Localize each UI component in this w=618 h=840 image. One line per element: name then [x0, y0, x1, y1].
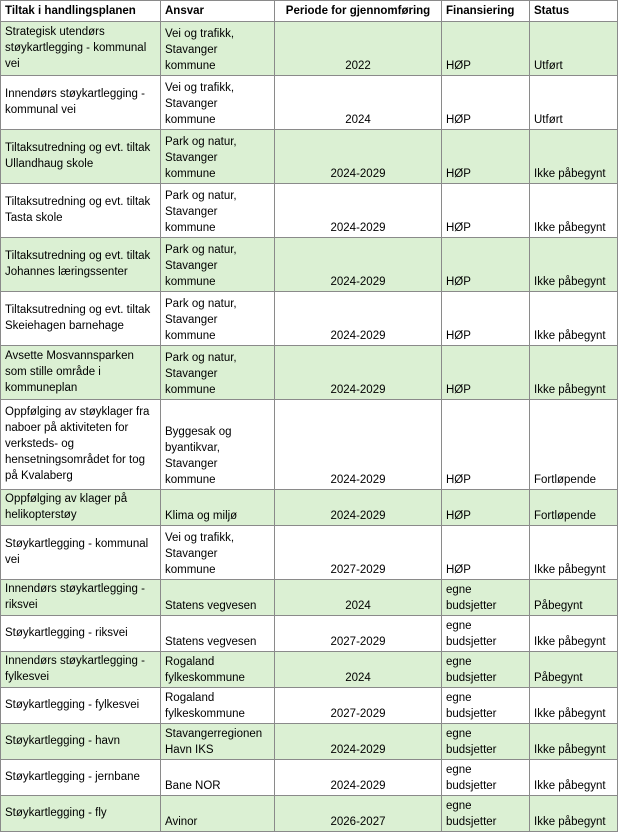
header-finansiering: Finansiering: [442, 1, 530, 22]
table-row: [1, 400, 618, 490]
table-row: [1, 184, 618, 238]
cell-tiltak: Støykartlegging - kommunal vei: [1, 526, 161, 580]
cell-periode: 2024-2029: [275, 724, 442, 760]
table-row: [1, 76, 618, 130]
cell-status: Påbegynt: [530, 580, 618, 616]
cell-tiltak: Støykartlegging - fylkesvei: [1, 688, 161, 724]
cell-periode: 2027-2029: [275, 616, 442, 652]
cell-finansiering: HØP: [442, 526, 530, 580]
cell-status: Ikke påbegynt: [530, 346, 618, 400]
cell-status: Påbegynt: [530, 652, 618, 688]
cell-tiltak: Tiltaksutredning og evt. tiltak Johannes læringssenter: [1, 238, 161, 292]
cell-finansiering: egne budsjetter: [442, 652, 530, 688]
cell-ansvar: Stavangerregionen Havn IKS: [161, 724, 275, 760]
cell-status: Fortløpende: [530, 490, 618, 526]
cell-periode: 2024: [275, 580, 442, 616]
cell-periode: 2024-2029: [275, 400, 442, 490]
table-body: [1, 22, 618, 832]
cell-periode: 2024-2029: [275, 238, 442, 292]
cell-periode: 2027-2029: [275, 526, 442, 580]
cell-tiltak: Avsette Mosvannsparken som stille område i kommuneplan: [1, 346, 161, 400]
table-header-row: [1, 1, 618, 22]
cell-ansvar: Avinor: [161, 796, 275, 832]
header-ansvar: Ansvar: [161, 1, 275, 22]
cell-periode: 2027-2029: [275, 688, 442, 724]
cell-tiltak: Tiltaksutredning og evt. tiltak Skeiehagen barnehage: [1, 292, 161, 346]
cell-finansiering: HØP: [442, 22, 530, 76]
cell-tiltak: Støykartlegging - riksvei: [1, 616, 161, 652]
cell-tiltak: Innendørs støykartlegging - riksvei: [1, 580, 161, 616]
cell-ansvar: Rogaland fylkeskommune: [161, 688, 275, 724]
cell-finansiering: egne budsjetter: [442, 688, 530, 724]
cell-status: Ikke påbegynt: [530, 796, 618, 832]
cell-ansvar: Park og natur, Stavanger kommune: [161, 184, 275, 238]
table-row: [1, 292, 618, 346]
header-status: Status: [530, 1, 618, 22]
cell-status: Ikke påbegynt: [530, 526, 618, 580]
cell-tiltak: Støykartlegging - havn: [1, 724, 161, 760]
cell-status: Ikke påbegynt: [530, 724, 618, 760]
cell-tiltak: Støykartlegging - fly: [1, 796, 161, 832]
cell-tiltak: Innendørs støykartlegging - kommunal vei: [1, 76, 161, 130]
cell-periode: 2024-2029: [275, 346, 442, 400]
cell-status: Fortløpende: [530, 400, 618, 490]
cell-finansiering: egne budsjetter: [442, 724, 530, 760]
header-periode: Periode for gjennomføring: [275, 1, 442, 22]
cell-tiltak: Støykartlegging - jernbane: [1, 760, 161, 796]
cell-tiltak: Tiltaksutredning og evt. tiltak Tasta skole: [1, 184, 161, 238]
cell-status: Ikke påbegynt: [530, 688, 618, 724]
cell-tiltak: Tiltaksutredning og evt. tiltak Ullandhaug skole: [1, 130, 161, 184]
cell-periode: 2024-2029: [275, 130, 442, 184]
cell-ansvar: Vei og trafikk, Stavanger kommune: [161, 526, 275, 580]
table-row: [1, 490, 618, 526]
table-row: [1, 796, 618, 832]
cell-finansiering: HØP: [442, 400, 530, 490]
cell-periode: 2024-2029: [275, 760, 442, 796]
cell-status: Ikke påbegynt: [530, 760, 618, 796]
cell-ansvar: Vei og trafikk, Stavanger kommune: [161, 22, 275, 76]
cell-status: Ikke påbegynt: [530, 130, 618, 184]
cell-ansvar: Byggesak og byantikvar, Stavanger kommune: [161, 400, 275, 490]
cell-ansvar: Bane NOR: [161, 760, 275, 796]
table-row: [1, 760, 618, 796]
cell-ansvar: Park og natur, Stavanger kommune: [161, 292, 275, 346]
cell-finansiering: HØP: [442, 292, 530, 346]
table-row: [1, 580, 618, 616]
cell-tiltak: Innendørs støykartlegging - fylkesvei: [1, 652, 161, 688]
cell-finansiering: egne budsjetter: [442, 616, 530, 652]
table-row: [1, 724, 618, 760]
cell-finansiering: egne budsjetter: [442, 796, 530, 832]
cell-ansvar: Rogaland fylkeskommune: [161, 652, 275, 688]
cell-ansvar: Statens vegvesen: [161, 580, 275, 616]
cell-tiltak: Strategisk utendørs støykartlegging - kommunal vei: [1, 22, 161, 76]
cell-ansvar: Park og natur, Stavanger kommune: [161, 238, 275, 292]
cell-ansvar: Vei og trafikk, Stavanger kommune: [161, 76, 275, 130]
cell-status: Ikke påbegynt: [530, 238, 618, 292]
header-tiltak: Tiltak i handlingsplanen: [1, 1, 161, 22]
cell-tiltak: Oppfølging av støyklager fra naboer på aktiviteten for verksteds- og hensetningsområdet for tog på Kvalaberg: [1, 400, 161, 490]
cell-ansvar: Statens vegvesen: [161, 616, 275, 652]
cell-periode: 2024-2029: [275, 292, 442, 346]
cell-periode: 2022: [275, 22, 442, 76]
cell-periode: 2024: [275, 76, 442, 130]
cell-periode: 2026-2027: [275, 796, 442, 832]
table-row: [1, 130, 618, 184]
table-row: [1, 238, 618, 292]
cell-tiltak: Oppfølging av klager på helikopterstøy: [1, 490, 161, 526]
cell-ansvar: Park og natur, Stavanger kommune: [161, 130, 275, 184]
table-row: [1, 22, 618, 76]
cell-status: Utført: [530, 22, 618, 76]
cell-periode: 2024-2029: [275, 490, 442, 526]
cell-finansiering: HØP: [442, 346, 530, 400]
cell-finansiering: HØP: [442, 76, 530, 130]
cell-finansiering: HØP: [442, 238, 530, 292]
cell-finansiering: HØP: [442, 490, 530, 526]
cell-ansvar: Park og natur, Stavanger kommune: [161, 346, 275, 400]
table-row: [1, 616, 618, 652]
table-row: [1, 526, 618, 580]
cell-status: Ikke påbegynt: [530, 616, 618, 652]
table-row: [1, 688, 618, 724]
cell-finansiering: HØP: [442, 184, 530, 238]
cell-periode: 2024: [275, 652, 442, 688]
cell-status: Ikke påbegynt: [530, 292, 618, 346]
cell-periode: 2024-2029: [275, 184, 442, 238]
table-row: [1, 652, 618, 688]
cell-finansiering: HØP: [442, 130, 530, 184]
cell-ansvar: Klima og miljø: [161, 490, 275, 526]
cell-finansiering: egne budsjetter: [442, 580, 530, 616]
table-row: [1, 346, 618, 400]
cell-status: Utført: [530, 76, 618, 130]
cell-status: Ikke påbegynt: [530, 184, 618, 238]
cell-finansiering: egne budsjetter: [442, 760, 530, 796]
